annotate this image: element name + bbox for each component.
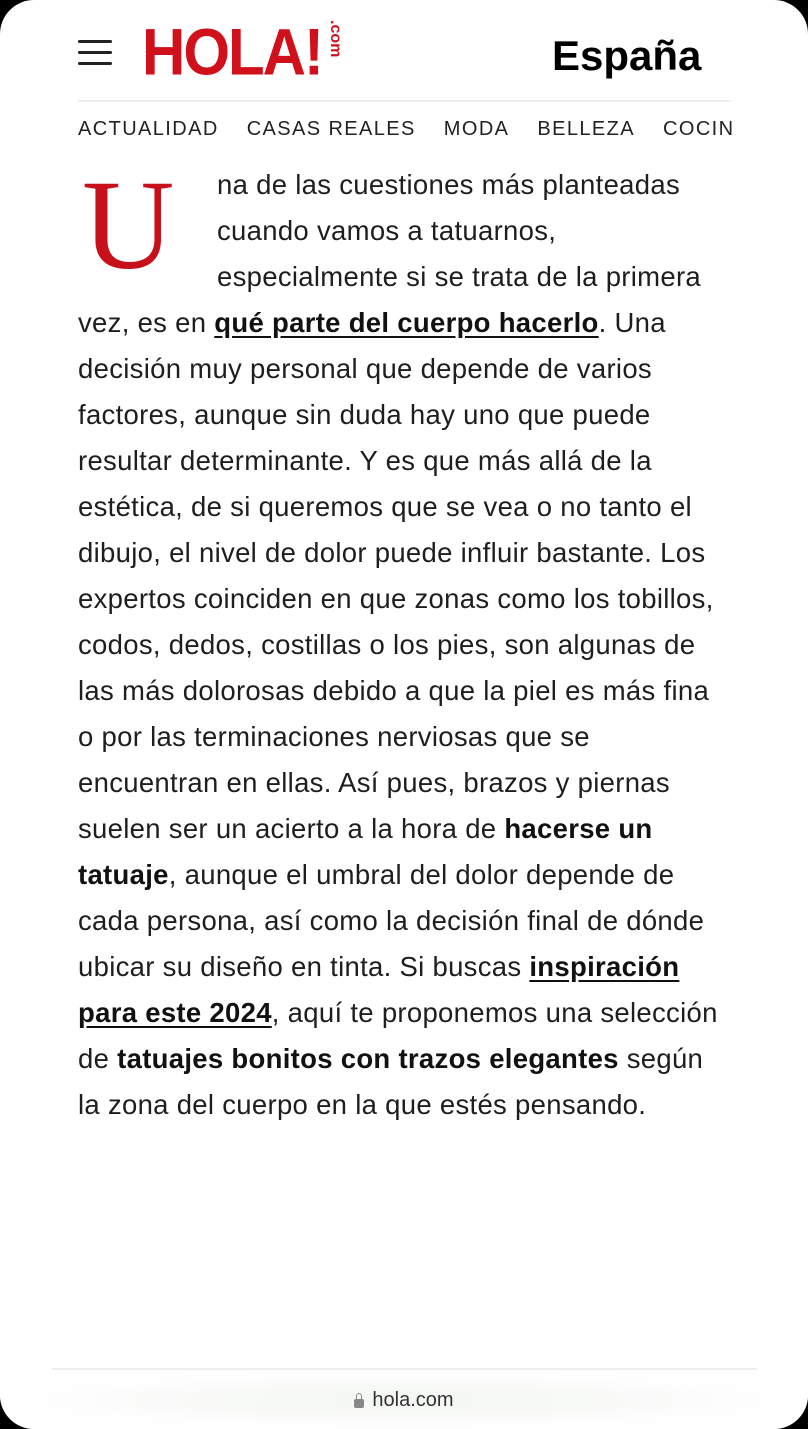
article-body (78, 154, 728, 1128)
article-text: . Una decisión muy personal que depende de varios factores, aunque sin duda hay uno que puede resultar determinante. Y es que más allá de la estética, de si queremos que se vea o no tanto el dibujo, el nivel de dolor puede influir bastante. Los expertos coinciden en que zonas como los tobillos, codos, dedos, costillas o los pies, son algunas de las más dolorosas debido a que la piel es más fina o por las terminaciones nerviosas que se encuentran en ellas. Así pues, brazos y piernas suelen ser un acierto a la hora de (78, 307, 714, 844)
article-text: na de las cuestiones más planteadas cuando vamos a tatuarnos, especialmente si se trata de la primera vez, es en (78, 169, 702, 338)
url-text: hola.com (372, 1389, 454, 1411)
edition-label[interactable]: España (552, 32, 702, 79)
nav-moda[interactable]: MODA (443, 118, 510, 140)
hola-logo[interactable]: HOLA! .com (142, 14, 344, 89)
section-nav (78, 118, 734, 141)
nav-cocina[interactable]: COCIN (663, 118, 735, 140)
article-text: , aquí te proponemos una selección de (78, 997, 718, 1074)
link-body-part[interactable]: qué parte del cuerpo hacerlo (214, 307, 599, 338)
article-text: según la zona del cuerpo en la que estés pensando. (78, 1043, 704, 1120)
bottom-divider (52, 1368, 757, 1370)
lock-icon (354, 1399, 364, 1408)
hamburger-menu-icon[interactable] (78, 40, 112, 66)
bold-phrase: tatuajes bonitos con trazos elegantes (117, 1043, 619, 1074)
header-divider (78, 100, 731, 102)
browser-url-bar[interactable] (0, 1372, 808, 1429)
bold-phrase: hacerse un tatuaje (78, 813, 653, 890)
nav-actualidad[interactable]: ACTUALIDAD (78, 118, 219, 140)
article-text: , aunque el umbral del dolor depende de cada persona, así como la decisión final de dónde ubicar su diseño en tinta. Si buscas (78, 859, 705, 982)
drop-cap: U (82, 154, 175, 296)
link-inspiration-2024[interactable]: inspiración para este 2024 (78, 951, 680, 1028)
nav-belleza[interactable]: BELLEZA (537, 118, 636, 140)
nav-casas-reales[interactable]: CASAS REALES (246, 118, 416, 140)
